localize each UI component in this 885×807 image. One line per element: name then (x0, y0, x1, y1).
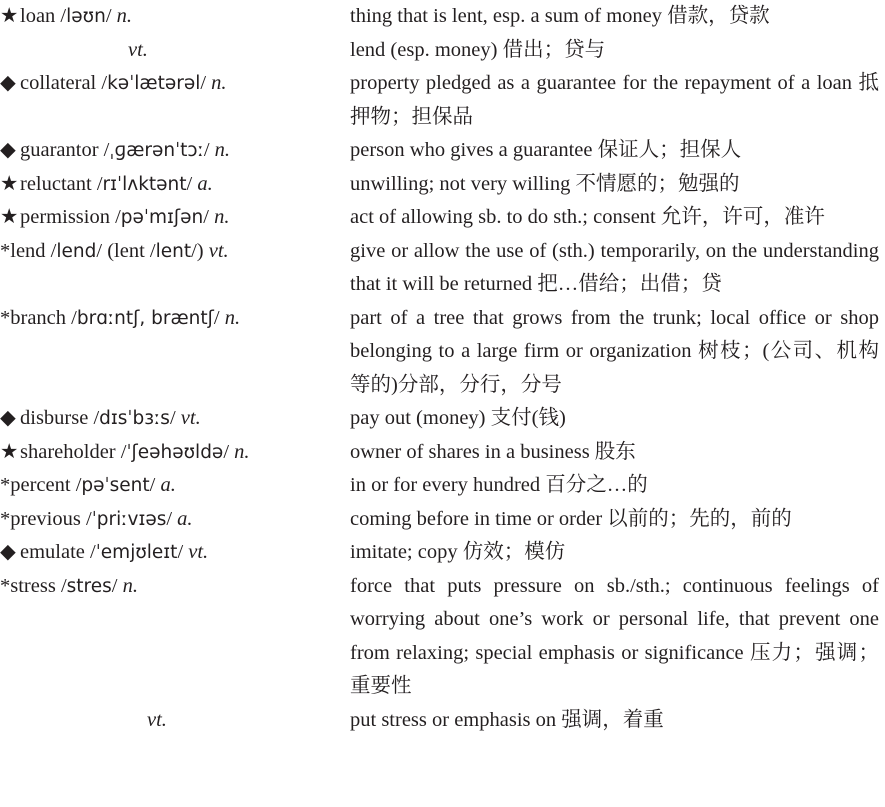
marker: * (0, 474, 11, 496)
entry-shareholder (0, 436, 885, 470)
headword: *lend /lend/ (lent /lent/) vt. (0, 239, 229, 262)
word: percent (10, 474, 71, 496)
word: previous (10, 507, 81, 530)
marker: ◆ (0, 72, 16, 94)
part-of-speech: n. (224, 306, 241, 329)
definition: unwilling; not very willing 不情愿的；勉强的 (350, 172, 740, 195)
entry-percent (0, 469, 885, 503)
headword (0, 34, 350, 68)
headword: ★reluctant /rɪˈlʌktənt/ a. (0, 168, 350, 202)
word: stress (10, 574, 56, 597)
part-of-speech: a. (160, 474, 176, 496)
part-of-speech: n. (234, 440, 250, 463)
pronunciation: dɪsˈbɜːs (99, 408, 170, 429)
word: reluctant (20, 172, 92, 195)
pronunciation: brɑːntʃ, bræntʃ (76, 307, 214, 329)
pronunciation: ˌɡærənˈtɔː (109, 140, 204, 161)
pronunciation: pəˈmɪʃən (120, 207, 204, 228)
definition: part of a tree that grows from the trunk; local office or shop belonging to a large firm or organization 树枝；(公司、机构等的)分部，分行，分号 (350, 306, 879, 396)
part-of-speech: vt. (180, 407, 201, 429)
marker: ◆ (0, 139, 16, 161)
word: guarantor (20, 139, 99, 161)
past-tense-pronunciation: lent (155, 240, 192, 262)
word: shareholder (20, 440, 116, 463)
past-tense-close: /) (191, 239, 204, 262)
headword (0, 704, 350, 738)
definition: act of allowing sb. to do sth.; consent 允许，许可，准许 (350, 206, 825, 228)
headword: ◆ disburse /dɪsˈbɜːs/ vt. (0, 402, 350, 436)
entry-guarantor (0, 134, 885, 168)
part-of-speech: n. (116, 5, 133, 27)
past-tense-open: (lent / (107, 239, 156, 262)
pronunciation: pəˈsent (81, 475, 150, 496)
definition: property pledged as a guarantee for the repayment of a loan 抵押物；担保品 (350, 72, 879, 128)
definition: in or for every hundred 百分之…的 (350, 474, 648, 496)
definition: put stress or emphasis on 强调，着重 (350, 708, 664, 731)
part-of-speech: a. (177, 507, 193, 530)
headword: ◆ guarantor /ˌɡærənˈtɔː/ n. (0, 134, 350, 168)
definition: person who gives a guarantee 保证人；担保人 (350, 139, 742, 161)
part-of-speech: vt. (208, 239, 229, 262)
definition: owner of shares in a business 股东 (350, 440, 636, 463)
entry-emulate (0, 536, 885, 570)
marker: ★ (0, 206, 19, 228)
pronunciation: ˈʃeəhəʊldə (126, 441, 224, 463)
pronunciation: lend (56, 240, 97, 262)
entry-previous (0, 503, 885, 537)
headword: ◆ emulate /ˈemjʊleɪt/ vt. (0, 536, 350, 570)
word: collateral (20, 72, 97, 94)
entry-loan-verb (0, 34, 885, 68)
word: branch (10, 306, 67, 329)
part-of-speech: n. (214, 206, 230, 228)
marker: * (0, 574, 11, 597)
word: loan (20, 5, 56, 27)
entry-disburse (0, 402, 885, 436)
headword: ★loan /ləʊn/ n. (0, 0, 350, 34)
definition: give or allow the use of (sth.) temporarily, on the understanding that it will be returned 把…借给；出借；贷 (350, 239, 879, 295)
marker: ◆ (0, 407, 16, 429)
definition: force that puts pressure on sb./sth.; continuous feelings of worrying about one’s work or personal life, that prevent one from relaxing; special emphasis or significance 压力；强调；重要性 (350, 574, 879, 697)
headword: *stress /stres/ n. (0, 574, 138, 597)
part-of-speech: n. (122, 574, 138, 597)
definition: imitate; copy 仿效；模仿 (350, 541, 566, 563)
definition: thing that is lent, esp. a sum of money 借款，贷款 (350, 5, 770, 27)
word: lend (10, 239, 46, 262)
headword: *previous /ˈpriːvɪəs/ a. (0, 507, 193, 530)
definition: pay out (money) 支付(钱) (350, 407, 566, 429)
pronunciation: ləʊn (66, 6, 106, 27)
pronunciation: rɪˈlʌktənt (102, 173, 187, 195)
word: disburse (20, 407, 89, 429)
part-of-speech: n. (211, 72, 227, 94)
headword: ◆ collateral /kəˈlætərəl/ n. (0, 67, 350, 101)
entry-permission (0, 201, 885, 235)
headword: ★permission /pəˈmɪʃən/ n. (0, 201, 350, 235)
marker: ★ (0, 5, 19, 27)
part-of-speech: a. (197, 172, 213, 195)
entry-lend (0, 235, 885, 302)
headword: ★shareholder /ˈʃeəhəʊldə/ n. (0, 436, 350, 470)
marker: * (0, 507, 11, 530)
part-of-speech: n. (214, 139, 231, 161)
marker: ★ (0, 440, 19, 463)
headword: *branch /brɑːntʃ, bræntʃ/ n. (0, 306, 241, 329)
headword: *percent /pəˈsent/ a. (0, 474, 176, 496)
entry-stress (0, 570, 885, 704)
pronunciation: kəˈlætərəl (107, 73, 201, 94)
part-of-speech: vt. (147, 708, 167, 731)
pronunciation: ˈpriːvɪəs (91, 508, 167, 530)
marker: * (0, 239, 11, 262)
marker: ★ (0, 172, 19, 195)
definition: lend (esp. money) 借出；贷与 (350, 38, 606, 61)
entry-collateral (0, 67, 885, 134)
part-of-speech: vt. (188, 541, 209, 563)
pronunciation: stres (66, 575, 112, 597)
word: emulate (20, 541, 85, 563)
definition: coming before in time or order 以前的；先的，前的 (350, 507, 792, 530)
entry-branch (0, 302, 885, 403)
word: permission (20, 206, 110, 228)
entry-reluctant (0, 168, 885, 202)
part-of-speech: vt. (128, 38, 148, 61)
entry-stress-verb (0, 704, 885, 738)
marker: ◆ (0, 541, 16, 563)
pronunciation: ˈemjʊleɪt (95, 542, 178, 563)
marker: * (0, 306, 11, 329)
entry-loan (0, 0, 885, 34)
